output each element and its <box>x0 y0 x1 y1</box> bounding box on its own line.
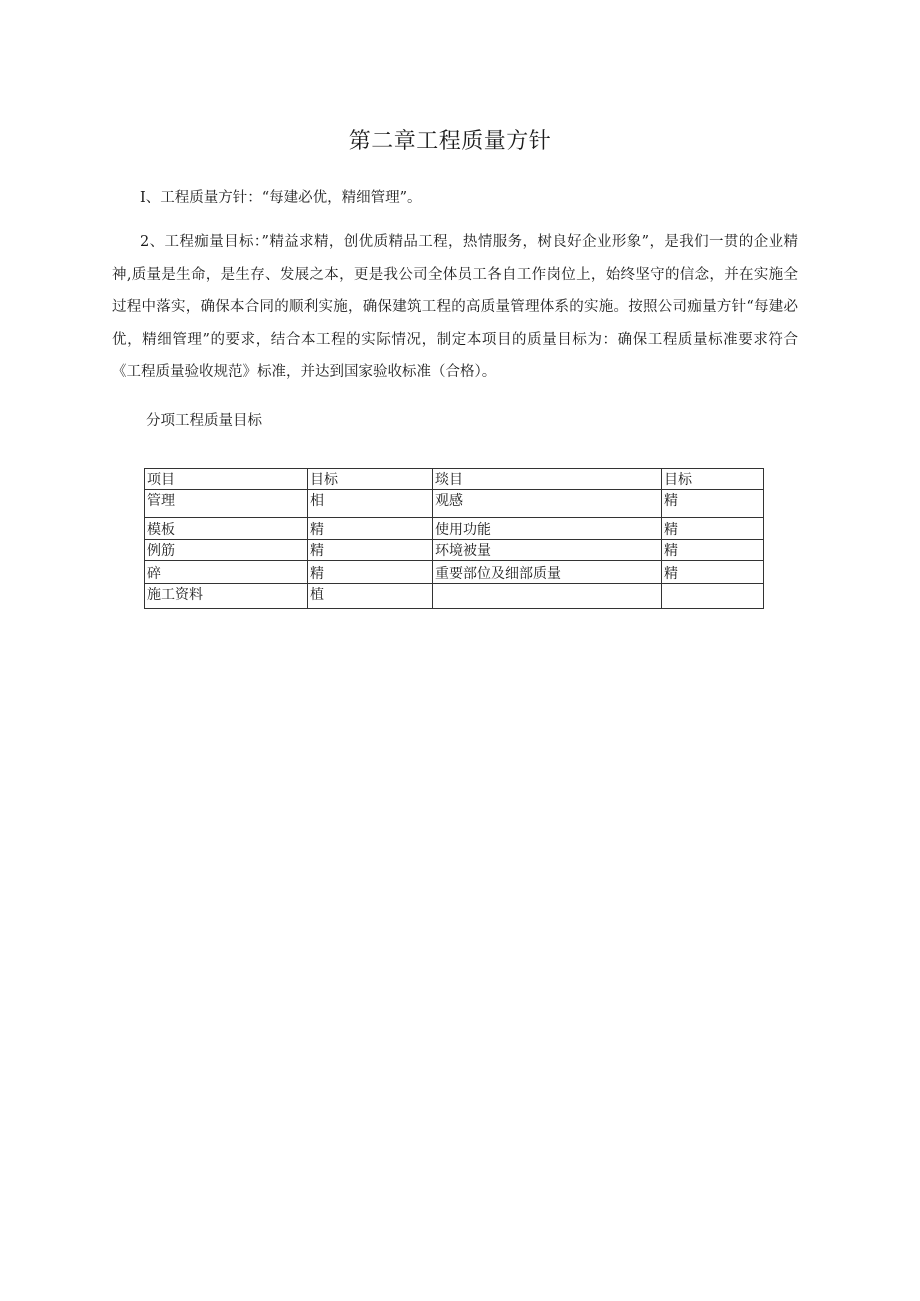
table-cell: 使用功能 <box>433 518 662 540</box>
table-row <box>145 584 764 609</box>
table-cell: 相 <box>308 490 433 518</box>
table-cell: 例筋 <box>145 540 308 561</box>
table-cell: 精 <box>662 490 764 518</box>
table-row <box>145 540 764 561</box>
table-header-cell: 目标 <box>308 469 433 490</box>
quality-goal-paragraph: 2、工程痂量目标：”精益求精，创优质精品工程，热情服务，树良好企业形象”，是我们一贯的企业精神,质量是生命，是生存、发展之本，更是我公司全体员工各自工作岗位上，始终坚守的信念，并在实施全过程中落实，确保本合同的顺利实施，确保建筑工程的高质量管理体系的实施。按照公司痂量方针“每建必优，精细管理”的要求，结合本工程的实际情况，制定本项目的质量目标为：确保工程质量标准要求符合《工程质量验收规范》标准，并达到国家验收标准（合格）。 <box>112 234 798 380</box>
table-cell: 精 <box>662 561 764 584</box>
quality-policy-paragraph: I、工程质量方针：“每建必优，精细管理”。 <box>140 190 422 206</box>
table-header-row <box>145 469 764 490</box>
table-header-cell: 项目 <box>145 469 308 490</box>
sub-item-goals-heading: 分项工程质量目标 <box>146 413 262 429</box>
page-title: 第二章工程质量方针 <box>348 129 552 154</box>
table-cell: 碎 <box>145 561 308 584</box>
table-cell: 管理 <box>145 490 308 518</box>
table-cell <box>662 584 764 609</box>
table-header-cell: 目标 <box>662 469 764 490</box>
table-cell: 重要部位及细部质量 <box>433 561 662 584</box>
quality-goal-table <box>144 468 764 609</box>
table-row <box>145 561 764 584</box>
table-cell: 施工资料 <box>145 584 308 609</box>
table-cell: 环境被量 <box>433 540 662 561</box>
table-cell: 精 <box>662 518 764 540</box>
table-cell: 植 <box>308 584 433 609</box>
table-cell: 模板 <box>145 518 308 540</box>
table-cell: 精 <box>662 540 764 561</box>
table-cell: 精 <box>308 518 433 540</box>
table-cell: 精 <box>308 540 433 561</box>
table-row <box>145 518 764 540</box>
table-cell: 观感 <box>433 490 662 518</box>
table-row <box>145 490 764 518</box>
table-cell: 精 <box>308 561 433 584</box>
table-cell <box>433 584 662 609</box>
table-header-cell: 琰目 <box>433 469 662 490</box>
